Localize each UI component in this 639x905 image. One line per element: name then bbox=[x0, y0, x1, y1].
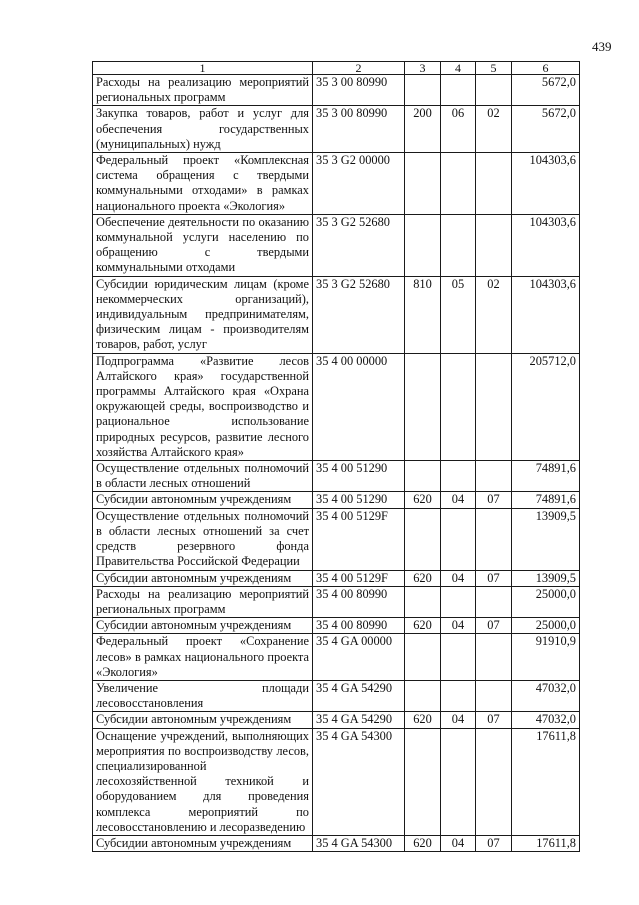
column-header: 3 bbox=[405, 62, 441, 75]
row-name-cell: Федеральный проект «Комплексная система обращения с твердыми коммунальными отходами» в рамках национального проекта «Экология» bbox=[93, 153, 313, 215]
row-vr-cell bbox=[405, 214, 441, 276]
table-row bbox=[93, 618, 580, 634]
row-amount-cell: 91910,9 bbox=[512, 634, 580, 681]
row-pr-cell bbox=[476, 508, 512, 570]
row-name-cell: Субсидии автономным учреждениям bbox=[93, 492, 313, 508]
column-header: 2 bbox=[313, 62, 405, 75]
row-vr-cell bbox=[405, 353, 441, 460]
table-row bbox=[93, 214, 580, 276]
row-amount-cell: 17611,8 bbox=[512, 728, 580, 835]
row-rz-cell bbox=[441, 586, 476, 617]
row-pr-cell bbox=[476, 728, 512, 835]
row-rz-cell: 04 bbox=[441, 570, 476, 586]
row-rz-cell bbox=[441, 461, 476, 492]
row-amount-cell: 74891,6 bbox=[512, 492, 580, 508]
row-code-cell: 35 4 GA 00000 bbox=[313, 634, 405, 681]
row-vr-cell bbox=[405, 75, 441, 106]
row-code-cell: 35 4 00 5129F bbox=[313, 570, 405, 586]
row-code-cell: 35 4 GA 54290 bbox=[313, 680, 405, 711]
table-row bbox=[93, 153, 580, 215]
row-rz-cell bbox=[441, 680, 476, 711]
row-pr-cell bbox=[476, 586, 512, 617]
row-name-cell: Расходы на реализацию мероприятий региональных программ bbox=[93, 75, 313, 106]
row-pr-cell bbox=[476, 461, 512, 492]
row-name-cell: Закупка товаров, работ и услуг для обеспечения государственных (муниципальных) нужд bbox=[93, 106, 313, 153]
table-row bbox=[93, 835, 580, 851]
row-pr-cell: 07 bbox=[476, 618, 512, 634]
row-code-cell: 35 4 GA 54300 bbox=[313, 835, 405, 851]
table-row bbox=[93, 461, 580, 492]
row-name-cell: Осуществление отдельных полномочий в области лесных отношений за счет средств резервного фонда Правительства Российской Федерации bbox=[93, 508, 313, 570]
row-pr-cell: 02 bbox=[476, 106, 512, 153]
row-vr-cell: 200 bbox=[405, 106, 441, 153]
table-row bbox=[93, 276, 580, 353]
row-code-cell: 35 4 00 51290 bbox=[313, 492, 405, 508]
row-code-cell: 35 4 00 5129F bbox=[313, 508, 405, 570]
row-vr-cell: 620 bbox=[405, 712, 441, 728]
column-header: 4 bbox=[441, 62, 476, 75]
row-amount-cell: 5672,0 bbox=[512, 75, 580, 106]
row-vr-cell: 620 bbox=[405, 835, 441, 851]
row-amount-cell: 13909,5 bbox=[512, 508, 580, 570]
row-pr-cell bbox=[476, 153, 512, 215]
row-name-cell: Субсидии юридическим лицам (кроме некоммерческих организаций), индивидуальным предпринимателям, физическим лицам - производителям товаров, работ, услуг bbox=[93, 276, 313, 353]
row-pr-cell: 02 bbox=[476, 276, 512, 353]
row-code-cell: 35 4 00 80990 bbox=[313, 586, 405, 617]
column-header: 5 bbox=[476, 62, 512, 75]
row-pr-cell bbox=[476, 634, 512, 681]
budget-table bbox=[92, 61, 580, 852]
row-code-cell: 35 4 GA 54300 bbox=[313, 728, 405, 835]
row-name-cell: Субсидии автономным учреждениям bbox=[93, 712, 313, 728]
row-name-cell: Подпрограмма «Развитие лесов Алтайского края» государственной программы Алтайского края «Охрана окружающей среды, воспроизводство и рациональное использование природных ресурсов, развитие лесного хозяйства Алтайского края» bbox=[93, 353, 313, 460]
row-pr-cell bbox=[476, 353, 512, 460]
row-name-cell: Обеспечение деятельности по оказанию коммунальной услуги населению по обращению с твердыми коммунальными отходами bbox=[93, 214, 313, 276]
table-row bbox=[93, 508, 580, 570]
row-vr-cell bbox=[405, 508, 441, 570]
row-rz-cell: 06 bbox=[441, 106, 476, 153]
row-code-cell: 35 3 G2 00000 bbox=[313, 153, 405, 215]
row-vr-cell bbox=[405, 153, 441, 215]
row-code-cell: 35 4 00 51290 bbox=[313, 461, 405, 492]
table-header-row bbox=[93, 62, 580, 75]
row-amount-cell: 25000,0 bbox=[512, 586, 580, 617]
row-vr-cell: 620 bbox=[405, 570, 441, 586]
row-rz-cell: 04 bbox=[441, 618, 476, 634]
table-row bbox=[93, 680, 580, 711]
row-name-cell: Субсидии автономным учреждениям bbox=[93, 618, 313, 634]
row-vr-cell: 620 bbox=[405, 492, 441, 508]
row-name-cell: Расходы на реализацию мероприятий региональных программ bbox=[93, 586, 313, 617]
row-amount-cell: 74891,6 bbox=[512, 461, 580, 492]
row-rz-cell bbox=[441, 728, 476, 835]
column-header: 6 bbox=[512, 62, 580, 75]
row-rz-cell bbox=[441, 153, 476, 215]
row-vr-cell: 810 bbox=[405, 276, 441, 353]
row-code-cell: 35 3 00 80990 bbox=[313, 75, 405, 106]
row-rz-cell: 04 bbox=[441, 492, 476, 508]
row-vr-cell bbox=[405, 586, 441, 617]
row-rz-cell: 04 bbox=[441, 712, 476, 728]
column-header: 1 bbox=[93, 62, 313, 75]
row-code-cell: 35 3 G2 52680 bbox=[313, 276, 405, 353]
row-name-cell: Осуществление отдельных полномочий в области лесных отношений bbox=[93, 461, 313, 492]
table-row bbox=[93, 75, 580, 106]
page-number: 439 bbox=[592, 39, 612, 54]
row-rz-cell bbox=[441, 214, 476, 276]
row-code-cell: 35 3 00 80990 bbox=[313, 106, 405, 153]
row-code-cell: 35 4 00 00000 bbox=[313, 353, 405, 460]
row-rz-cell bbox=[441, 75, 476, 106]
row-code-cell: 35 4 GA 54290 bbox=[313, 712, 405, 728]
row-pr-cell bbox=[476, 75, 512, 106]
row-amount-cell: 104303,6 bbox=[512, 276, 580, 353]
row-vr-cell: 620 bbox=[405, 618, 441, 634]
row-code-cell: 35 3 G2 52680 bbox=[313, 214, 405, 276]
table-row bbox=[93, 106, 580, 153]
row-rz-cell bbox=[441, 634, 476, 681]
table-row bbox=[93, 712, 580, 728]
row-amount-cell: 5672,0 bbox=[512, 106, 580, 153]
row-vr-cell bbox=[405, 728, 441, 835]
row-name-cell: Субсидии автономным учреждениям bbox=[93, 835, 313, 851]
row-pr-cell: 07 bbox=[476, 835, 512, 851]
row-name-cell: Оснащение учреждений, выполняющих мероприятия по воспроизводству лесов, специализированной лесохозяйственной техникой и оборудованием для проведения комплекса мероприятий по лесовосстановлению и лесоразведению bbox=[93, 728, 313, 835]
row-amount-cell: 17611,8 bbox=[512, 835, 580, 851]
row-pr-cell: 07 bbox=[476, 712, 512, 728]
row-rz-cell bbox=[441, 508, 476, 570]
row-amount-cell: 13909,5 bbox=[512, 570, 580, 586]
row-amount-cell: 104303,6 bbox=[512, 214, 580, 276]
table-row bbox=[93, 353, 580, 460]
row-rz-cell: 04 bbox=[441, 835, 476, 851]
row-vr-cell bbox=[405, 680, 441, 711]
row-amount-cell: 25000,0 bbox=[512, 618, 580, 634]
row-code-cell: 35 4 00 80990 bbox=[313, 618, 405, 634]
row-amount-cell: 104303,6 bbox=[512, 153, 580, 215]
row-rz-cell: 05 bbox=[441, 276, 476, 353]
row-vr-cell bbox=[405, 461, 441, 492]
table-row bbox=[93, 492, 580, 508]
row-pr-cell: 07 bbox=[476, 492, 512, 508]
row-amount-cell: 47032,0 bbox=[512, 712, 580, 728]
row-name-cell: Увеличение площади лесовосстановления bbox=[93, 680, 313, 711]
row-amount-cell: 205712,0 bbox=[512, 353, 580, 460]
row-pr-cell bbox=[476, 214, 512, 276]
row-rz-cell bbox=[441, 353, 476, 460]
row-pr-cell: 07 bbox=[476, 570, 512, 586]
row-vr-cell bbox=[405, 634, 441, 681]
row-pr-cell bbox=[476, 680, 512, 711]
table-row bbox=[93, 570, 580, 586]
row-amount-cell: 47032,0 bbox=[512, 680, 580, 711]
row-name-cell: Субсидии автономным учреждениям bbox=[93, 570, 313, 586]
table-row bbox=[93, 728, 580, 835]
table-row bbox=[93, 634, 580, 681]
row-name-cell: Федеральный проект «Сохранение лесов» в рамках национального проекта «Экология» bbox=[93, 634, 313, 681]
table-row bbox=[93, 586, 580, 617]
